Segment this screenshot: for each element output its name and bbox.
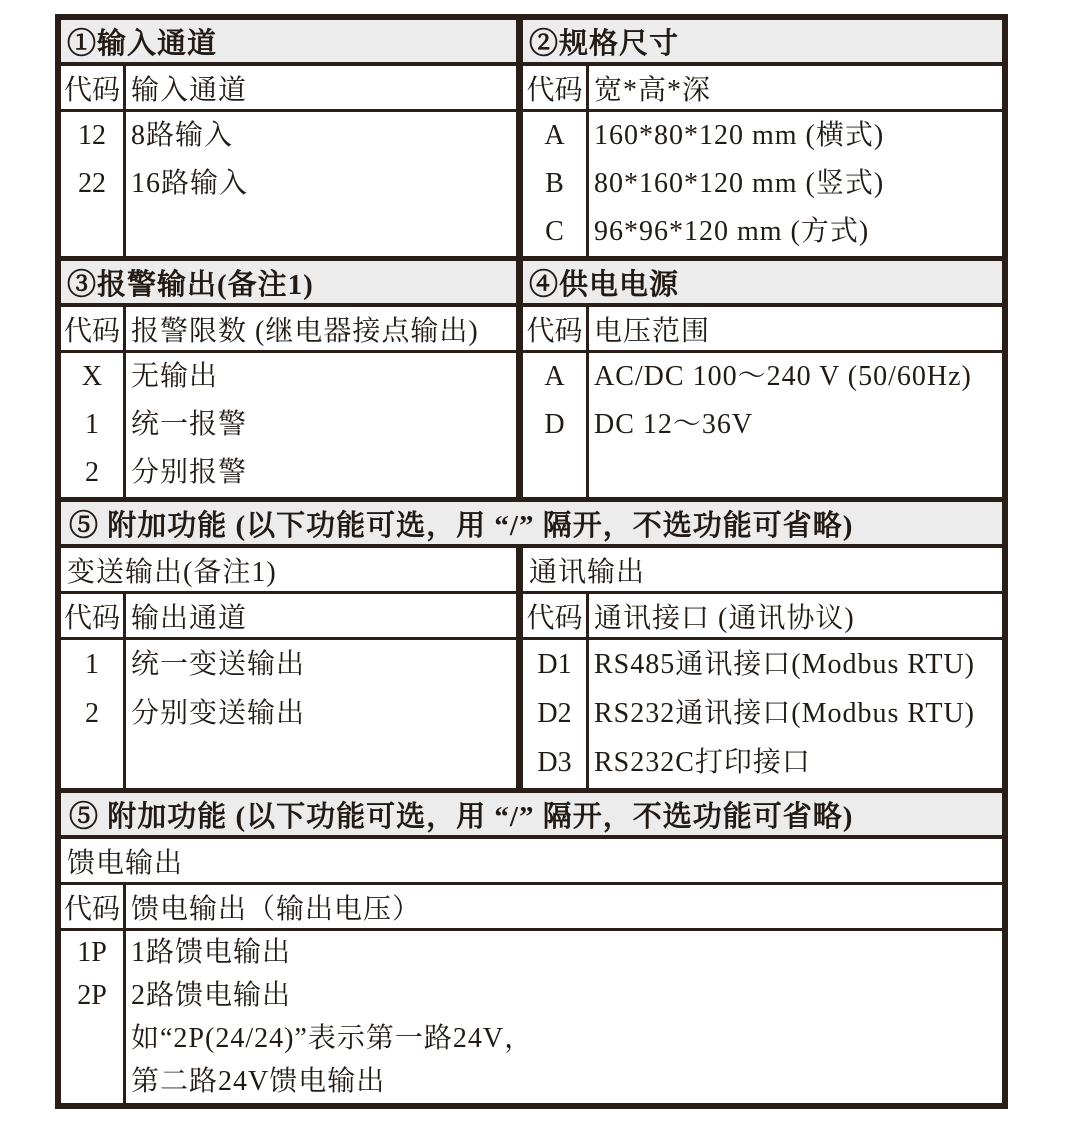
code-column-header: 代码 <box>523 594 589 637</box>
desc-column-header: 输出通道 <box>131 602 248 634</box>
code-value: 12 <box>78 120 106 151</box>
desc-value: 80*160*120 mm (竖式) <box>594 168 885 199</box>
code-column-header: 代码 <box>523 66 589 109</box>
feed-power-data <box>61 931 1002 1103</box>
desc-value: 160*80*120 mm (横式) <box>594 120 885 151</box>
code-value: D2 <box>537 698 572 729</box>
section-3-alarm-output <box>61 261 516 497</box>
code-value <box>61 1017 123 1060</box>
code-cell <box>61 353 126 497</box>
communication-column-header <box>523 594 1002 640</box>
code-value: 2 <box>85 698 99 729</box>
code-value: A <box>544 120 565 151</box>
code-value: 1P <box>77 937 107 968</box>
desc-column-header: 报警限数 (继电器接点输出) <box>131 315 479 347</box>
desc-value: AC/DC 100～240 V (50/60Hz) <box>594 361 972 392</box>
desc-value: 1路馈电输出 <box>131 937 292 968</box>
model-selection-table <box>55 14 1008 1109</box>
desc-column-header: 电压范围 <box>594 315 711 347</box>
section-3-column-header <box>61 307 516 353</box>
desc-value: 无输出 <box>131 361 219 392</box>
section-5b-banner: ⑤ 附加功能 (以下功能可选，用 “/” 隔开，不选功能可省略) <box>61 788 1002 839</box>
desc-value: 分别报警 <box>131 457 248 488</box>
code-cell <box>61 640 126 788</box>
row-section-5a <box>61 548 1002 788</box>
desc-cell <box>589 640 1002 788</box>
code-column-header: 代码 <box>61 885 126 928</box>
section-2-data <box>523 112 1002 256</box>
code-value: A <box>544 361 565 392</box>
code-cell <box>523 353 589 497</box>
row-sections-3-4 <box>61 256 1002 497</box>
retransmission-subtitle: 变送输出(备注1) <box>61 548 516 594</box>
desc-cell <box>589 112 1002 256</box>
section-1-input-channels <box>61 20 516 256</box>
section-1-data <box>61 112 516 256</box>
desc-value: 第二路24V馈电输出 <box>131 1066 386 1097</box>
code-value: D <box>544 409 565 440</box>
code-column-header: 代码 <box>61 594 126 637</box>
section-4-title: ④供电电源 <box>523 261 1002 307</box>
desc-value: 8路输入 <box>131 120 234 151</box>
desc-value: DC 12～36V <box>594 409 754 440</box>
desc-value: 96*96*120 mm (方式) <box>594 216 870 247</box>
section-4-data <box>523 353 1002 497</box>
code-column-header: 代码 <box>61 307 126 350</box>
desc-value: RS232C打印接口 <box>594 747 811 778</box>
section-5a-retransmission <box>61 548 516 788</box>
desc-value: 2路馈电输出 <box>131 980 292 1011</box>
section-2-dimensions <box>516 20 1002 256</box>
code-value: 1 <box>85 649 99 680</box>
desc-column-header: 宽*高*深 <box>594 74 712 106</box>
code-cell <box>523 640 589 788</box>
desc-column-header: 输入通道 <box>131 74 248 106</box>
code-value: C <box>545 216 564 247</box>
desc-cell <box>126 353 516 497</box>
code-value: 1 <box>85 409 99 440</box>
code-value: D3 <box>537 747 572 778</box>
desc-cell <box>589 353 1002 497</box>
desc-value: 如“2P(24/24)”表示第一路24V， <box>131 1023 534 1054</box>
code-cell <box>61 931 126 1103</box>
section-3-title: ③报警输出(备注1) <box>61 261 516 307</box>
desc-value: 分别变送输出 <box>131 698 306 729</box>
section-4-power-supply <box>516 261 1002 497</box>
feed-power-column-header <box>61 885 1002 931</box>
code-value: 22 <box>78 168 106 199</box>
section-5a-banner: ⑤ 附加功能 (以下功能可选，用 “/” 隔开，不选功能可省略) <box>61 497 1002 548</box>
desc-value: 16路输入 <box>131 168 249 199</box>
code-cell <box>61 112 126 256</box>
code-value: D1 <box>537 649 572 680</box>
retransmission-column-header <box>61 594 516 640</box>
section-4-column-header <box>523 307 1002 353</box>
code-value: X <box>81 361 103 392</box>
desc-value: RS232通讯接口(Modbus RTU) <box>594 698 976 729</box>
desc-column-header: 通讯接口 (通讯协议) <box>594 602 855 634</box>
desc-value: 统一报警 <box>131 409 248 440</box>
communication-subtitle: 通讯输出 <box>523 548 1002 594</box>
desc-value: RS485通讯接口(Modbus RTU) <box>594 649 976 680</box>
code-cell <box>523 112 589 256</box>
desc-cell <box>126 640 516 788</box>
section-2-column-header <box>523 66 1002 112</box>
section-3-data <box>61 353 516 497</box>
desc-cell <box>126 931 1002 1103</box>
section-1-title: ①输入通道 <box>61 20 516 66</box>
desc-value: 统一变送输出 <box>131 649 306 680</box>
section-5a-communication <box>516 548 1002 788</box>
retransmission-data <box>61 640 516 788</box>
code-value <box>61 1060 123 1103</box>
section-1-column-header <box>61 66 516 112</box>
code-value: B <box>545 168 564 199</box>
code-column-header: 代码 <box>523 307 589 350</box>
code-value: 2P <box>77 980 107 1011</box>
communication-data <box>523 640 1002 788</box>
code-value: 2 <box>85 457 99 488</box>
desc-cell <box>126 112 516 256</box>
section-2-title: ②规格尺寸 <box>523 20 1002 66</box>
row-sections-1-2 <box>61 20 1002 256</box>
feed-power-subtitle: 馈电输出 <box>61 839 1002 885</box>
desc-column-header: 馈电输出（输出电压） <box>131 893 422 925</box>
code-column-header: 代码 <box>61 66 126 109</box>
